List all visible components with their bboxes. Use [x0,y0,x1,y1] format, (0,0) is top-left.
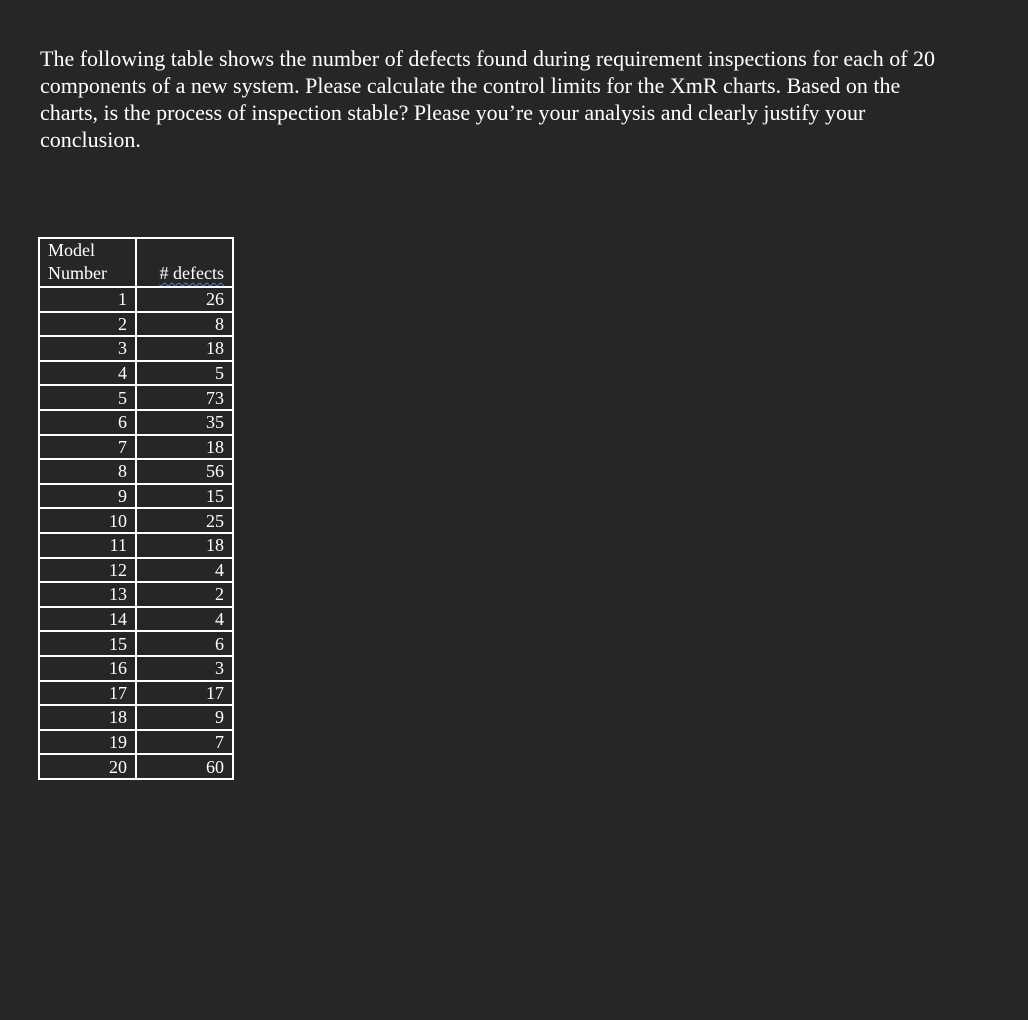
model-number-cell: 15 [39,631,136,656]
defects-table [38,237,234,780]
defects-cell: 35 [136,410,233,435]
model-number-cell: 11 [39,533,136,558]
model-number-cell: 12 [39,558,136,583]
table-row [39,533,233,558]
question-text: The following table shows the number of defects found during requirement inspections for each of 20 components of a new system. Please calculate the control limits for the XmR charts. Based on the charts, is the process of inspection stable? Please you’re your analysis and clearly justify your conclusion. [40,46,936,152]
header-defects-label: # defects [159,263,224,283]
table-row [39,361,233,386]
model-number-cell: 2 [39,312,136,337]
model-number-cell: 1 [39,287,136,312]
table-row [39,705,233,730]
defects-cell: 8 [136,312,233,337]
table-row [39,607,233,632]
model-number-cell: 17 [39,681,136,706]
model-number-cell: 5 [39,385,136,410]
table-row [39,582,233,607]
defects-cell: 56 [136,459,233,484]
defects-cell: 15 [136,484,233,509]
model-number-cell: 19 [39,730,136,755]
header-model-number: Model Number [39,238,136,287]
defects-cell: 26 [136,287,233,312]
model-number-cell: 8 [39,459,136,484]
defects-cell: 4 [136,558,233,583]
table-row [39,459,233,484]
table-row [39,631,233,656]
model-number-cell: 14 [39,607,136,632]
defects-cell: 4 [136,607,233,632]
model-number-cell: 18 [39,705,136,730]
table-row [39,435,233,460]
defects-cell: 3 [136,656,233,681]
table-row [39,336,233,361]
defects-cell: 5 [136,361,233,386]
defects-cell: 18 [136,533,233,558]
table-header-row [39,238,233,287]
table-row [39,558,233,583]
model-number-cell: 4 [39,361,136,386]
table-row [39,508,233,533]
model-number-cell: 3 [39,336,136,361]
defects-cell: 17 [136,681,233,706]
table-row [39,385,233,410]
model-number-cell: 13 [39,582,136,607]
table-row [39,287,233,312]
defects-cell: 18 [136,435,233,460]
defects-cell: 60 [136,754,233,779]
defects-cell: 25 [136,508,233,533]
table-body [39,287,233,779]
table-row [39,484,233,509]
table-row [39,730,233,755]
defects-cell: 73 [136,385,233,410]
table-row [39,681,233,706]
header-defects [136,238,233,287]
defects-cell: 9 [136,705,233,730]
table-row [39,312,233,337]
defects-cell: 7 [136,730,233,755]
model-number-cell: 20 [39,754,136,779]
model-number-cell: 16 [39,656,136,681]
defects-cell: 6 [136,631,233,656]
model-number-cell: 7 [39,435,136,460]
model-number-cell: 10 [39,508,136,533]
model-number-cell: 6 [39,410,136,435]
defects-cell: 2 [136,582,233,607]
table-row [39,410,233,435]
table-row [39,656,233,681]
table-row [39,754,233,779]
model-number-cell: 9 [39,484,136,509]
defects-cell: 18 [136,336,233,361]
